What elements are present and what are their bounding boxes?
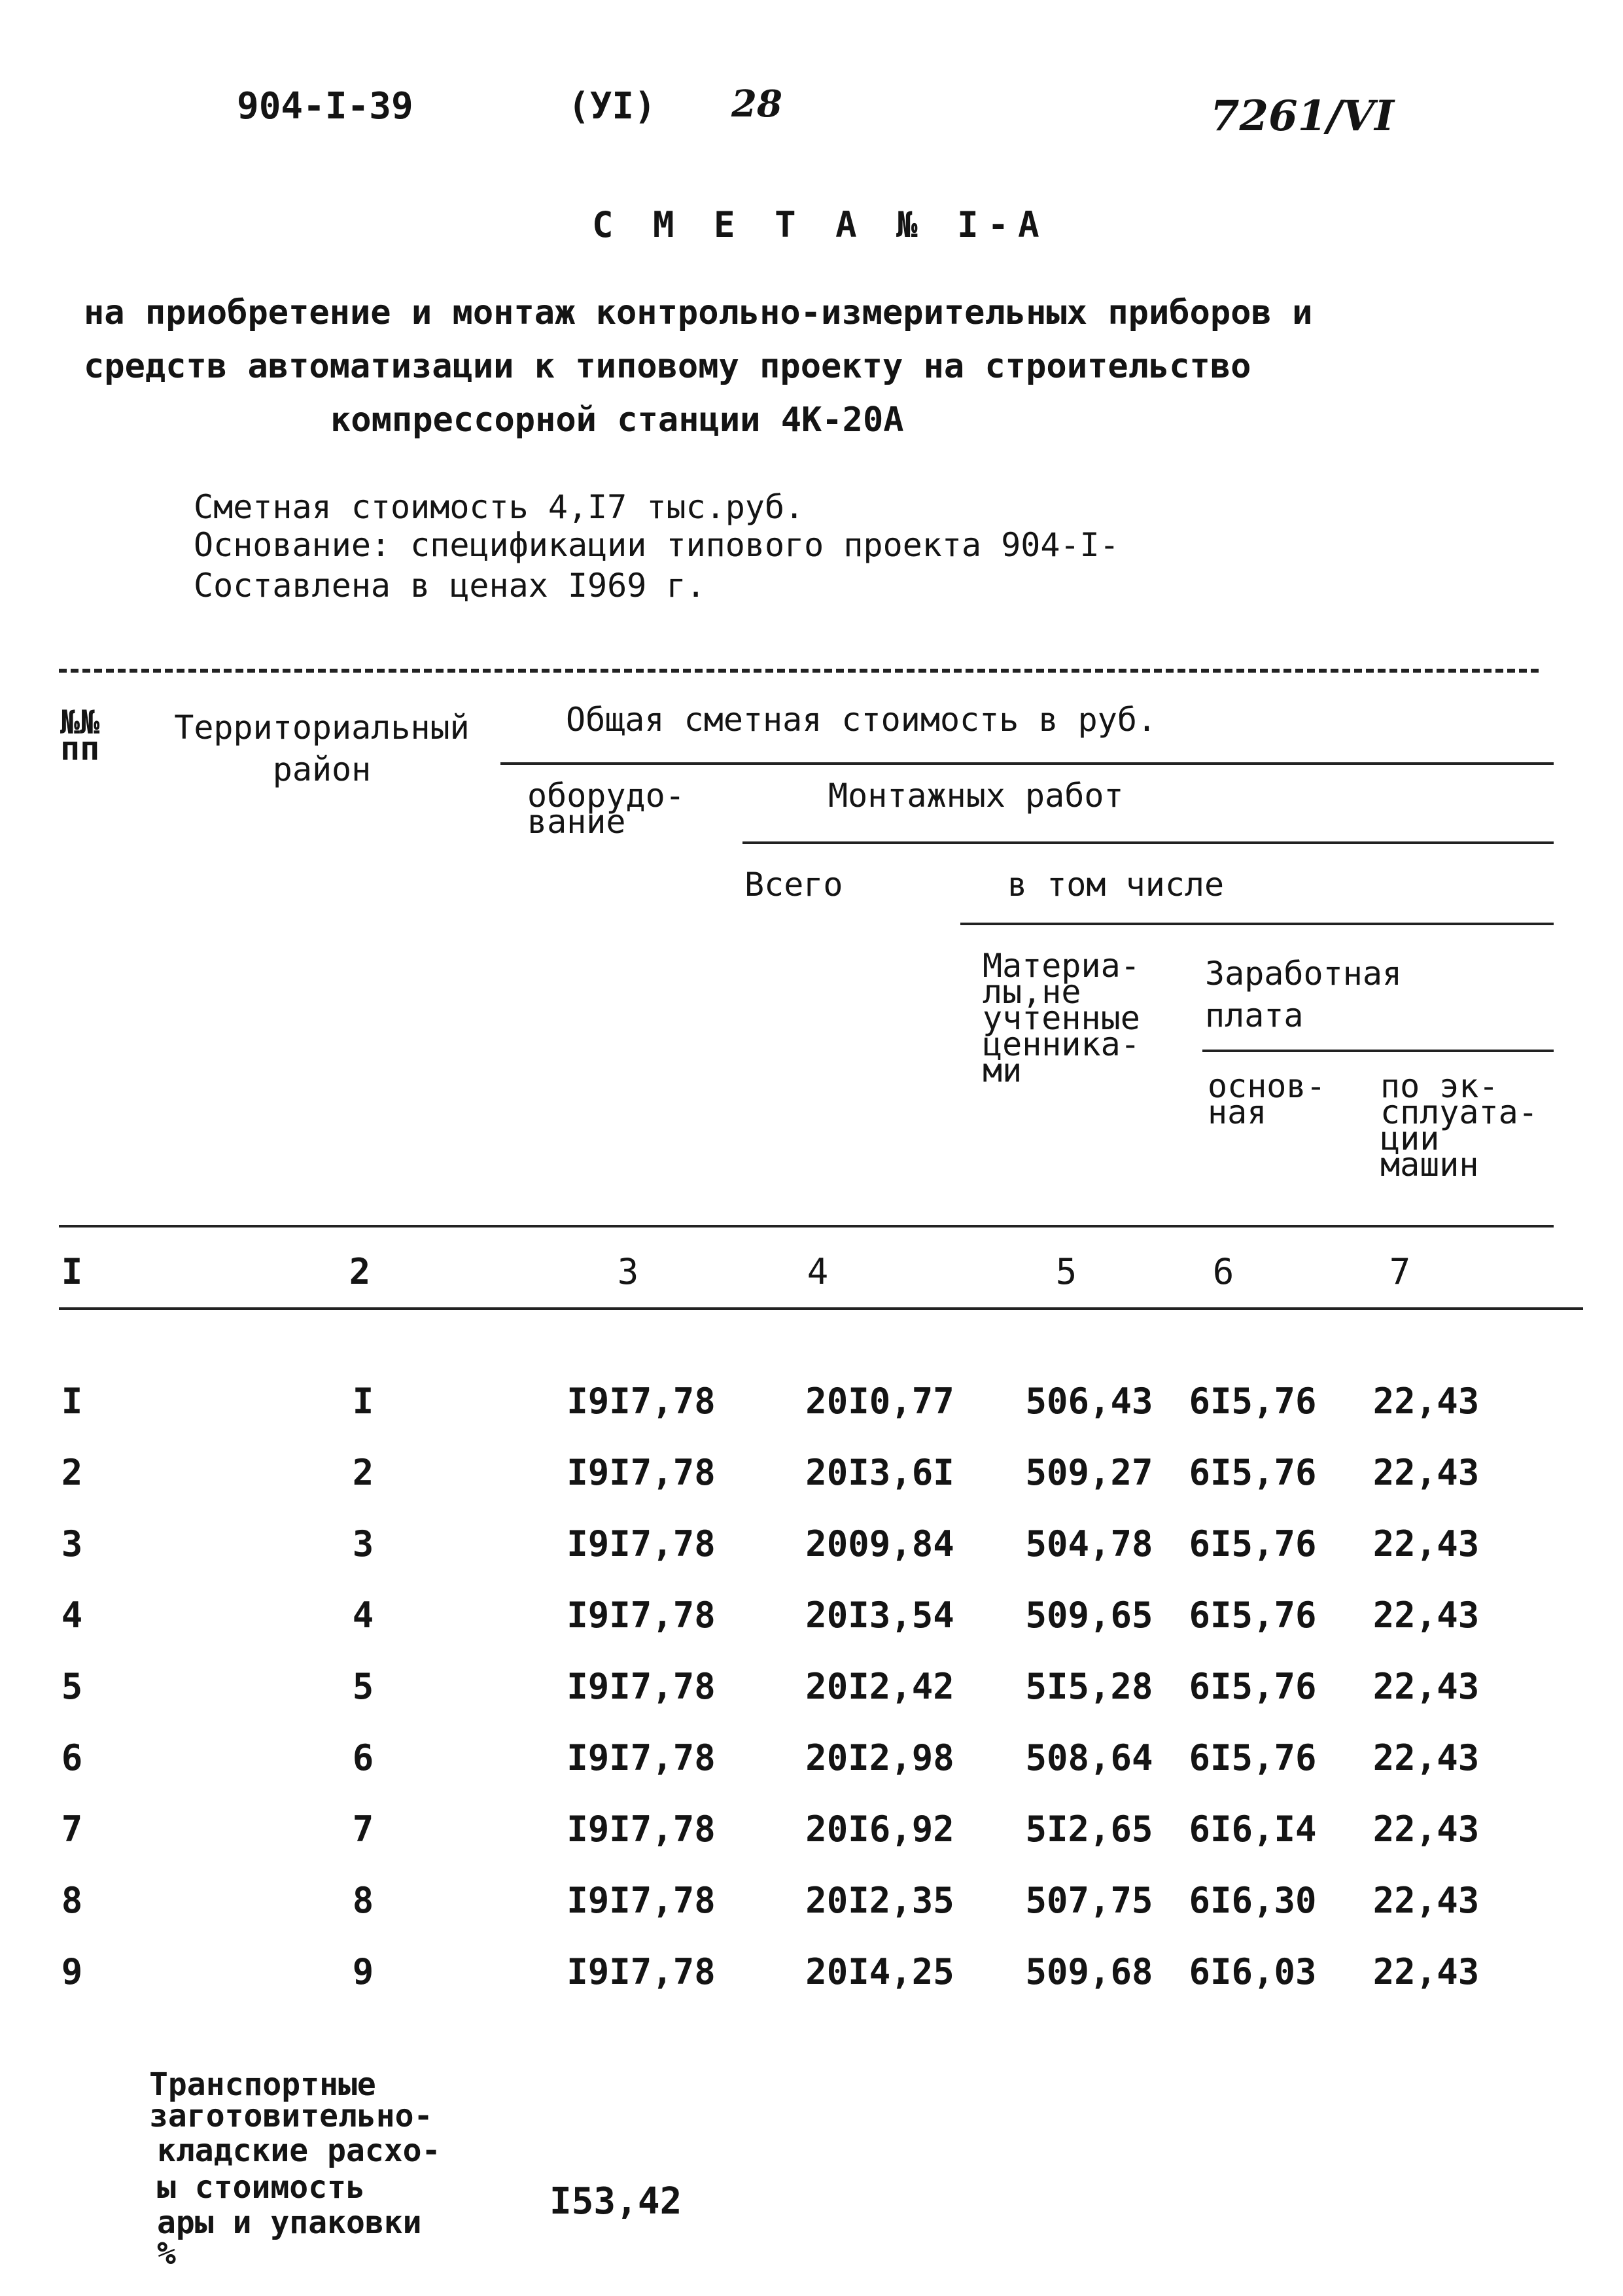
subtitle-line-2: средств автоматизации к типовому проекту на строительство [84,347,1251,386]
cell-row-number: 8 [61,1880,83,1921]
cell-machine-wages: 22,43 [1372,1809,1480,1850]
cell-district: I [352,1381,374,1422]
cell-district: 3 [352,1523,374,1564]
cell-equipment-cost: I9I7,78 [567,1951,716,1992]
page-number: 28 [731,82,782,126]
volume-number: (УI) [568,85,656,128]
cell-materials-cost: 506,43 [1025,1381,1153,1422]
column-number-3: 3 [617,1251,639,1292]
cell-row-number: 2 [61,1452,83,1493]
cell-basic-wages: 6I5,76 [1189,1381,1317,1422]
cell-machine-wages: 22,43 [1372,1523,1480,1564]
column-number-1: I [61,1251,83,1292]
cell-materials-cost: 5I2,65 [1025,1809,1153,1850]
rule-under-wages [1202,1050,1554,1052]
header-basic-wages: основ- ная [1208,1067,1326,1131]
header-installation: Монтажных работ [828,777,1124,815]
cell-installation-total: 20I6,92 [805,1809,954,1850]
cell-materials-cost: 5I5,28 [1025,1666,1153,1707]
cell-basic-wages: 6I5,76 [1189,1666,1317,1707]
header-including: в том числе [1007,866,1225,904]
cell-basic-wages: 6I6,I4 [1189,1809,1317,1850]
cell-installation-total: 20I3,54 [805,1595,954,1636]
header-all: Всего [744,866,843,904]
estimate-basis: Основание: спецификации типового проекта 904-I- [194,526,1119,564]
footer-label-line: ары и упаковки [157,2204,422,2241]
cell-materials-cost: 509,68 [1025,1951,1153,1992]
footer-label-line: заготовительно- [149,2098,433,2134]
header-materials: Материа- лы,не учтенные ценника- ми [983,947,1140,1089]
estimate-title: С М Е Т А № I-А [592,204,1049,245]
cell-equipment-cost: I9I7,78 [567,1381,716,1422]
cell-equipment-cost: I9I7,78 [567,1452,716,1493]
cell-machine-wages: 22,43 [1372,1595,1480,1636]
column-number-4: 4 [807,1251,829,1292]
cell-district: 5 [352,1666,374,1707]
reference-number: 7261/VI [1210,92,1395,141]
cell-equipment-cost: I9I7,78 [567,1737,716,1778]
cell-district: 6 [352,1737,374,1778]
cell-installation-total: 20I3,6I [805,1452,954,1493]
header-row-number: №№ пп [60,703,100,768]
cell-installation-total: 20I0,77 [805,1381,954,1422]
subtitle-line-1: на приобретение и монтаж контрольно-измерительных приборов и [84,293,1313,332]
cell-equipment-cost: I9I7,78 [567,1666,716,1707]
cell-basic-wages: 6I5,76 [1189,1523,1317,1564]
cell-equipment-cost: I9I7,78 [567,1880,716,1921]
footer-value: I53,42 [550,2180,682,2223]
cell-row-number: 9 [61,1951,83,1992]
cell-district: 9 [352,1951,374,1992]
header-district: Территориальный район [174,709,470,788]
price-year: Составлена в ценах I969 г. [194,567,706,605]
cell-equipment-cost: I9I7,78 [567,1595,716,1636]
cell-basic-wages: 6I5,76 [1189,1737,1317,1778]
header-equipment: оборудо- вание [527,777,685,841]
cell-installation-total: 20I4,25 [805,1951,954,1992]
cell-district: 4 [352,1595,374,1636]
cell-basic-wages: 6I5,76 [1189,1452,1317,1493]
cell-row-number: I [61,1381,83,1422]
header-wages: Заработная плата [1205,955,1403,1034]
header-machine-operation: по эк- сплуата- ции машин [1380,1067,1538,1184]
rule-under-installation [742,841,1554,844]
table-top-rule [59,669,1539,673]
cell-row-number: 4 [61,1595,83,1636]
cell-materials-cost: 508,64 [1025,1737,1153,1778]
cell-machine-wages: 22,43 [1372,1880,1480,1921]
cell-district: 2 [352,1452,374,1493]
cell-basic-wages: 6I5,76 [1189,1595,1317,1636]
rule-above-column-numbers [59,1225,1554,1227]
footer-label-line: Транспортные [149,2066,376,2103]
header-total-cost: Общая сметная стоимость в руб. [566,701,1157,739]
cell-machine-wages: 22,43 [1372,1737,1480,1778]
estimated-cost: Сметная стоимость 4,I7 тыс.руб. [194,488,805,526]
cell-installation-total: 20I2,42 [805,1666,954,1707]
cell-row-number: 7 [61,1809,83,1850]
cell-district: 8 [352,1880,374,1921]
cell-district: 7 [352,1809,374,1850]
subtitle-line-3: компрессорной станции 4К-20А [330,400,904,440]
column-number-6: 6 [1212,1251,1234,1292]
rule-under-including [960,923,1554,925]
cell-row-number: 3 [61,1523,83,1564]
cell-materials-cost: 504,78 [1025,1523,1153,1564]
cell-installation-total: 2009,84 [805,1523,954,1564]
cell-machine-wages: 22,43 [1372,1452,1480,1493]
cell-basic-wages: 6I6,03 [1189,1951,1317,1992]
footer-label-line: ы стоимость [157,2169,365,2206]
cell-basic-wages: 6I6,30 [1189,1880,1317,1921]
cell-machine-wages: 22,43 [1372,1666,1480,1707]
footer-label [149,2066,441,2272]
footer-label-line: кладские расхо- [157,2132,441,2169]
footer-label-line: % [157,2235,176,2272]
column-number-7: 7 [1389,1251,1411,1292]
column-number-2: 2 [349,1251,371,1292]
cell-installation-total: 20I2,98 [805,1737,954,1778]
rule-under-total [500,762,1554,765]
cell-machine-wages: 22,43 [1372,1951,1480,1992]
cell-installation-total: 20I2,35 [805,1880,954,1921]
cell-row-number: 5 [61,1666,83,1707]
document-code: 904-I-39 [237,85,413,128]
cell-materials-cost: 507,75 [1025,1880,1153,1921]
cell-machine-wages: 22,43 [1372,1381,1480,1422]
cell-materials-cost: 509,65 [1025,1595,1153,1636]
cell-row-number: 6 [61,1737,83,1778]
cell-materials-cost: 509,27 [1025,1452,1153,1493]
column-number-5: 5 [1055,1251,1077,1292]
rule-below-column-numbers [59,1307,1583,1310]
cell-equipment-cost: I9I7,78 [567,1809,716,1850]
cell-equipment-cost: I9I7,78 [567,1523,716,1564]
